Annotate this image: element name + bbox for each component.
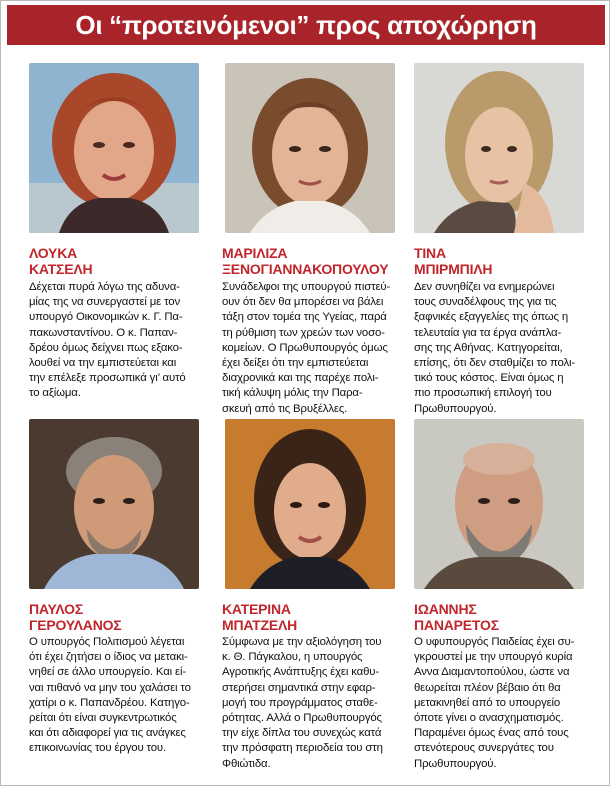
- first-name: ΜΑΡΙΛΙΖΑ: [222, 245, 288, 261]
- description-line: μετακινηθεί από το υπουργείο: [414, 696, 561, 709]
- description-line: Ο υφυπουργός Παιδείας έχει συ-: [414, 636, 575, 648]
- first-name: ΙΩΑΝΝΗΣ: [414, 601, 477, 617]
- first-name: ΛΟΥΚΑ: [29, 245, 78, 261]
- portrait-photo-birbili: [414, 63, 584, 233]
- description-line: μίας της να συνεργαστεί με τον: [29, 296, 181, 309]
- last-name: ΞΕΝΟΓΙΑΝΝΑΚΟΠΟΥΛΟΥ: [222, 261, 389, 277]
- portrait-photo-geroulanos: [29, 419, 199, 589]
- description-line: Παραμένει όμως ένας από τους: [414, 727, 569, 740]
- description-line: Πρωθυπουργού.: [414, 402, 497, 415]
- description-line: χατίρι ο κ. Παπανδρέου. Κατηγο-: [29, 696, 190, 709]
- first-name: ΚΑΤΕΡΙΝΑ: [222, 601, 291, 617]
- last-name: ΓΕΡΟΥΛΑΝΟΣ: [29, 617, 122, 633]
- description-line: τους συναδέλφους της για τις: [414, 296, 557, 309]
- description-line: ρείται ότι είναι συγκεντρωτικός: [29, 712, 177, 725]
- last-name: ΚΑΤΣΕΛΗ: [29, 261, 93, 277]
- article-title: Οι “προτεινόμενοι” προς αποχώρηση: [7, 5, 605, 45]
- person-name-geroulanos: [29, 601, 122, 633]
- first-name: ΤΙΝΑ: [414, 245, 446, 261]
- person-description-panaretos: [414, 635, 574, 772]
- description-line: όποτε γίνει ο ανασχηματισμός.: [414, 712, 564, 725]
- last-name: ΜΠΑΤΖΕΛΗ: [222, 617, 298, 633]
- description-line: τη ρύθμιση των χρεών των νοσο-: [222, 326, 385, 339]
- portrait-photo-katseli: [29, 63, 199, 233]
- description-line: το αξίωμα.: [29, 387, 81, 400]
- description-line: Πρωθυπουργού.: [414, 757, 497, 770]
- description-line: την επέλεξε προσωπικά γι’ αυτό: [29, 372, 186, 385]
- description-line: σης της Αθήνας. Κατηγορείται,: [414, 341, 563, 354]
- description-line: ρότητας. Αλλά ο Πρωθυπουργός: [222, 712, 382, 725]
- person-name-panaretos: [414, 601, 499, 633]
- description-line: πακωνσταντίνου. Ο κ. Παπαν-: [29, 326, 178, 339]
- description-line: ναι πιθανό να μην του χαλάσει το: [29, 681, 191, 694]
- portrait-katseli-image: [29, 63, 199, 233]
- description-line: νηθεί σε άλλο υπουργείο. Και εί-: [29, 666, 186, 679]
- description-line: στερήσει σημαντικά στην εφαρ-: [222, 681, 376, 694]
- person-description-katseli: [29, 280, 186, 402]
- person-name-xenogiannakopoulou: [222, 245, 388, 277]
- description-line: θεωρείται πλέον βέβαιο ότι θα: [414, 681, 561, 694]
- description-line: Αννα Διαμαντοπούλου, ώστε να: [414, 666, 570, 679]
- person-name-katseli: [29, 245, 92, 277]
- description-line: Φθιώτιδα.: [222, 757, 271, 770]
- description-line: τικό τους κόστος. Είναι όμως η: [414, 372, 564, 385]
- description-line: τελευταία για τα έργα ανάπλα-: [414, 326, 562, 339]
- person-description-geroulanos: [29, 635, 191, 757]
- person-name-birbili: [414, 245, 492, 277]
- description-line: ότι έχει ζητήσει ο ίδιος να μετακι-: [29, 651, 188, 664]
- description-line: διαχρονικά και της παρέχε πολι-: [222, 372, 379, 385]
- portrait-photo-xenogiannakopoulou: [225, 63, 395, 233]
- description-line: Σύμφωνα με την αξιολόγηση του: [222, 636, 382, 648]
- description-line: ξαφνικές εξαγγελίες της όπως η: [414, 311, 569, 324]
- description-line: ουν ότι δεν θα μπορέσει να βάλει: [222, 296, 384, 309]
- description-line: μογή του προγράμματος σταθε-: [222, 696, 378, 709]
- description-line: δρέου όμως δείχνει πως εξακο-: [29, 341, 183, 354]
- description-line: λουθεί να την εμπιστεύεται και: [29, 357, 177, 370]
- description-line: Δεν συνηθίζει να ενημερώνει: [414, 281, 555, 293]
- description-line: υπουργό Οικονομικών κ. Γ. Πα-: [29, 311, 183, 324]
- description-line: Δέχεται πυρά λόγω της αδυνα-: [29, 281, 180, 293]
- description-line: πιο προσωπική επιλογή του: [414, 387, 552, 400]
- description-line: έχει δείξει ότι την εμπιστεύεται: [222, 357, 369, 370]
- first-name: ΠΑΥΛΟΣ: [29, 601, 84, 617]
- portrait-photo-panaretos: [414, 419, 584, 589]
- description-line: Ο υπουργός Πολιτισμού λέγεται: [29, 636, 185, 648]
- person-description-batzeli: [222, 635, 383, 772]
- description-line: επίσης, ότι δεν σταθμίζει το πολι-: [414, 357, 576, 370]
- description-line: Συνάδελφοι της υπουργού πιστεύ-: [222, 281, 391, 293]
- last-name: ΠΑΝΑΡΕΤΟΣ: [414, 617, 499, 633]
- description-line: στενότερους συνεργάτες του: [414, 742, 554, 755]
- portrait-photo-batzeli: [225, 419, 395, 589]
- description-line: κ. Θ. Πάγκαλου, η υπουργός: [222, 651, 363, 664]
- description-line: τάξη στον τομέα της Υγείας, παρά: [222, 311, 387, 324]
- description-line: γκρουστεί με την υπουργό κυρία: [414, 651, 573, 664]
- description-line: τική κάλυψη μόλις την Παρα-: [222, 387, 363, 400]
- person-description-xenogiannakopoulou: [222, 280, 390, 417]
- description-line: σκευή από τις Βρυξέλλες.: [222, 402, 348, 415]
- description-line: επικοινωνίας του έργου του.: [29, 742, 167, 755]
- description-line: και ότι αδιαφορεί για τις ανάγκες: [29, 727, 186, 740]
- person-description-birbili: [414, 280, 575, 417]
- description-line: την είχε δίπλα του συνεχώς κατά: [222, 727, 382, 740]
- description-line: κομείων. Ο Πρωθυπουργός όμως: [222, 341, 388, 354]
- description-line: Αγροτικής Ανάπτυξης έχει καθυ-: [222, 666, 380, 679]
- description-line: την πρόσφατη περιοδεία του στη: [222, 742, 383, 755]
- last-name: ΜΠΙΡΜΠΙΛΗ: [414, 261, 493, 277]
- person-name-batzeli: [222, 601, 297, 633]
